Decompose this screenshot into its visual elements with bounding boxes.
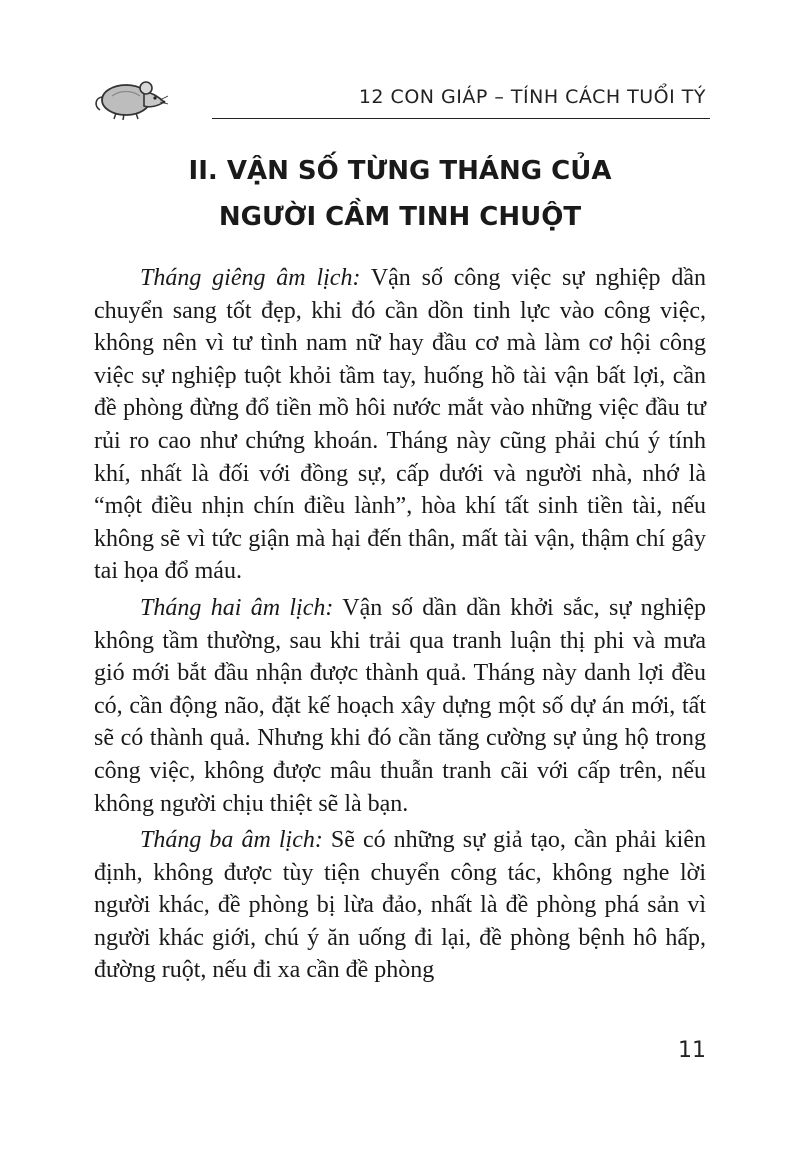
section-title-line-1: II. VẬN SỐ TỪNG THÁNG CỦA: [188, 156, 612, 186]
paragraph-text: Sẽ có những sự giả tạo, cần phải kiên định, không được tùy tiện chuyển công tác, không nghe lời người khác, đề phòng bị lừa đảo, nhất là đề phòng phá sản vì người khác giới, chú ý ăn uống đi lại, đề phòng bệnh hô hấp, đường ruột, nếu đi xa cần đề phòng: [94, 827, 706, 984]
running-head: 12 CON GIÁP – TÍNH CÁCH TUỔI TÝ: [358, 86, 706, 108]
section-title: [0, 148, 800, 240]
paragraph-month-1: [94, 262, 706, 588]
paragraph-lead: Tháng hai âm lịch:: [140, 594, 334, 621]
page-header: [92, 68, 710, 122]
body-text: [94, 262, 706, 991]
page-number: 11: [678, 1038, 706, 1063]
paragraph-text: Vận số công việc sự nghiệp dần chuyển sang tốt đẹp, khi đó cần dồn tinh lực vào công việc, không nên vì tư tình nam nữ hay đầu cơ mà làm cơ hội công việc sự nghiệp tuột khỏi tầm tay, huống hồ tài vận bất lợi, cần đề phòng đừng đổ tiền mồ hôi nước mắt vào những việc đầu tư rủi ro cao như chứng khoán. Tháng này cũng phải chú ý tính khí, nhất là đối với đồng sự, cấp dưới và người nhà, nhớ là “một điều nhịn chín điều lành”, hòa khí tất sinh tiền tài, nếu không sẽ vì tức giận mà hại đến thân, mất tài vận, thậm chí gây tai họa đổ máu.: [94, 265, 706, 585]
header-rule: [212, 118, 710, 119]
paragraph-month-2: [94, 592, 706, 820]
paragraph-text: Vận số dần dần khởi sắc, sự nghiệp không tầm thường, sau khi trải qua tranh luận thị phi và mưa gió mới bắt đầu nhận được thành quả. Tháng này danh lợi đều có, cần động não, đặt kế hoạch xây dựng một số dự án mới, tất sẽ có thành quả. Nhưng khi đó cần tăng cường sự ủng hộ trong công việc, không được mâu thuẫn tranh cãi với cấp trên, nếu không người chịu thiệt sẽ là bạn.: [94, 594, 707, 817]
paragraph-month-3: [94, 824, 706, 987]
paragraph-lead: Tháng ba âm lịch:: [140, 827, 323, 854]
section-title-line-2: NGƯỜI CẦM TINH CHUỘT: [218, 202, 582, 232]
mouse-icon: [92, 76, 168, 122]
paragraph-lead: Tháng giêng âm lịch:: [140, 265, 361, 291]
